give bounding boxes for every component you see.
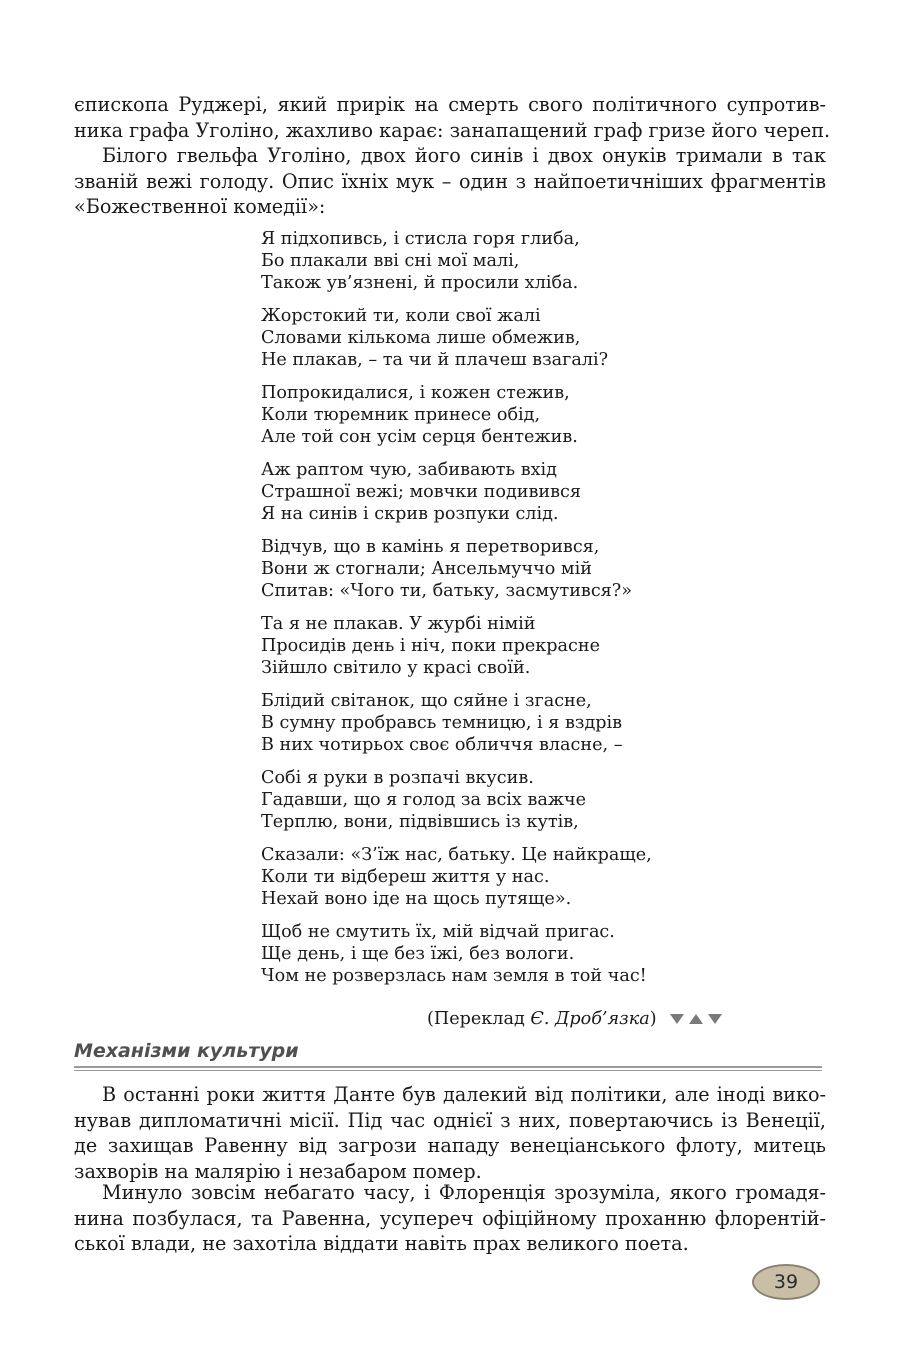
- poem-stanza: [261, 459, 721, 525]
- poem-stanza: [261, 228, 721, 294]
- paragraph-line: В останні роки життя Данте був далекий від політики, але іноді вико-: [102, 1083, 826, 1106]
- paragraph-line: Минуло зовсім небагато часу, і Флоренція зрозуміла, якого громадя-: [102, 1181, 826, 1204]
- poem-line: Блідий світанок, що сяйне і згасне,: [261, 691, 592, 711]
- paragraph-line: нував дипломатичні місії. Під час однієї з них, повертаючись із Венеції,: [74, 1108, 826, 1132]
- paragraph-line: де захищав Равенну від загрози нападу венеціанського флоту, митець: [74, 1134, 826, 1157]
- paragraph-line: званій вежі голоду. Опис їхніх мук – один з найпоетичніших фрагментів: [74, 169, 826, 193]
- poem-line: Не плакав, – та чи й плачеш взагалі?: [261, 350, 609, 370]
- intro-paragraph: [74, 92, 831, 143]
- poem-line: Словами кількома лише обмежив,: [261, 328, 581, 348]
- poem-line: Нехай воно іде на щось путяще».: [261, 889, 572, 909]
- poem-line: Попрокидалися, і кожен стежив,: [261, 383, 570, 403]
- poem-line: Ще день, і ще без їжі, без вологи.: [261, 944, 575, 964]
- poem-line: Гадавши, що я голод за всіх важче: [261, 790, 587, 810]
- heading-divider-thin: [74, 1070, 822, 1071]
- section-heading: Механізми культури: [74, 1040, 299, 1062]
- poem-line: Але той сон усім серця бентежив.: [261, 427, 578, 447]
- paragraph-line: єпископа Руджері, який прирік на смерть свого політичного супротив-: [74, 93, 826, 116]
- poem-line: В них чотирьох своє обличчя власне, –: [261, 735, 623, 755]
- poem-stanza: [261, 767, 721, 833]
- poem-stanza: [261, 690, 721, 756]
- paragraph-line: нина позбулася, та Равенна, усупереч офіційному проханню флорентій-: [74, 1206, 826, 1230]
- culture-paragraph-1: [74, 1082, 826, 1184]
- poem-line: Та я не плакав. У журбі німій: [261, 614, 536, 634]
- poem-line: Жорстокий ти, коли свої жалі: [261, 306, 541, 326]
- poem-stanza: [261, 921, 721, 987]
- poem-line: Сказали: «З’їж нас, батьку. Це найкраще,: [261, 845, 652, 865]
- translation-attribution: [427, 1008, 722, 1030]
- poem-line: Зійшло світило у красі своїй.: [261, 658, 531, 678]
- page-number-badge: [752, 1264, 820, 1300]
- poem-line: Бо плакали вві сні мої малі,: [261, 251, 520, 271]
- poem-line: В сумну пробравсь темницю, і я вздрів: [261, 713, 623, 733]
- intro-paragraph-2: [74, 143, 826, 220]
- poem-line: Щоб не смутить їх, мій відчай пригас.: [261, 922, 615, 942]
- poem-stanza: [261, 536, 721, 602]
- paragraph-line: Білого гвельфа Уголіно, двох його синів і двох онуків тримали в так: [102, 144, 826, 167]
- attribution-prefix: (Переклад: [427, 1009, 531, 1029]
- poem-stanza: [261, 613, 721, 679]
- paragraph-line: ника графа Уголіно, жахливо карає: занапащений граф гризе його череп.: [74, 118, 831, 142]
- poem-stanza: [261, 382, 721, 448]
- poem: [261, 228, 721, 998]
- paragraph-line: ської влади, не захотіла віддати навіть прах великого поета.: [74, 1232, 689, 1255]
- translator-name: Є. Дроб’язка: [530, 1009, 650, 1029]
- culture-paragraph-2: [74, 1180, 826, 1257]
- poem-line: Коли ти відбереш життя у нас.: [261, 867, 550, 887]
- paragraph-line: захворів на малярію і незабаром помер.: [74, 1159, 482, 1183]
- attribution-suffix: ): [649, 1009, 657, 1029]
- paragraph-line: «Божественної комедії»:: [74, 195, 326, 218]
- poem-line: Я на синів і скрив розпуки слід.: [261, 504, 559, 524]
- poem-line: Терплю, вони, підвівшись із кутів,: [261, 812, 579, 832]
- poem-stanza: [261, 844, 721, 910]
- poem-line: Собі я руки в розпачі вкусив.: [261, 768, 534, 788]
- poem-line: Відчув, що в камінь я перетворився,: [261, 537, 600, 557]
- poem-stanza: [261, 305, 721, 371]
- poem-line: Страшної вежі; мовчки подивився: [261, 482, 581, 502]
- heading-divider: [74, 1066, 822, 1068]
- triangles-ornament-icon: [670, 1012, 722, 1026]
- poem-line: Також ув’язнені, й просили хліба.: [261, 273, 579, 293]
- poem-line: Спитав: «Чого ти, батьку, засмутився?»: [261, 581, 632, 601]
- poem-line: Я підхопивсь, і стисла горя глиба,: [261, 229, 580, 249]
- poem-line: Вони ж стогнали; Ансельмуччо мій: [261, 559, 592, 579]
- poem-line: Коли тюремник принесе обід,: [261, 405, 541, 425]
- poem-line: Чом не розверзлась нам земля в той час!: [261, 966, 647, 986]
- poem-line: Аж раптом чую, забивають вхід: [261, 460, 557, 480]
- poem-line: Просидів день і ніч, поки прекрасне: [261, 636, 601, 656]
- page-number: 39: [773, 1271, 799, 1293]
